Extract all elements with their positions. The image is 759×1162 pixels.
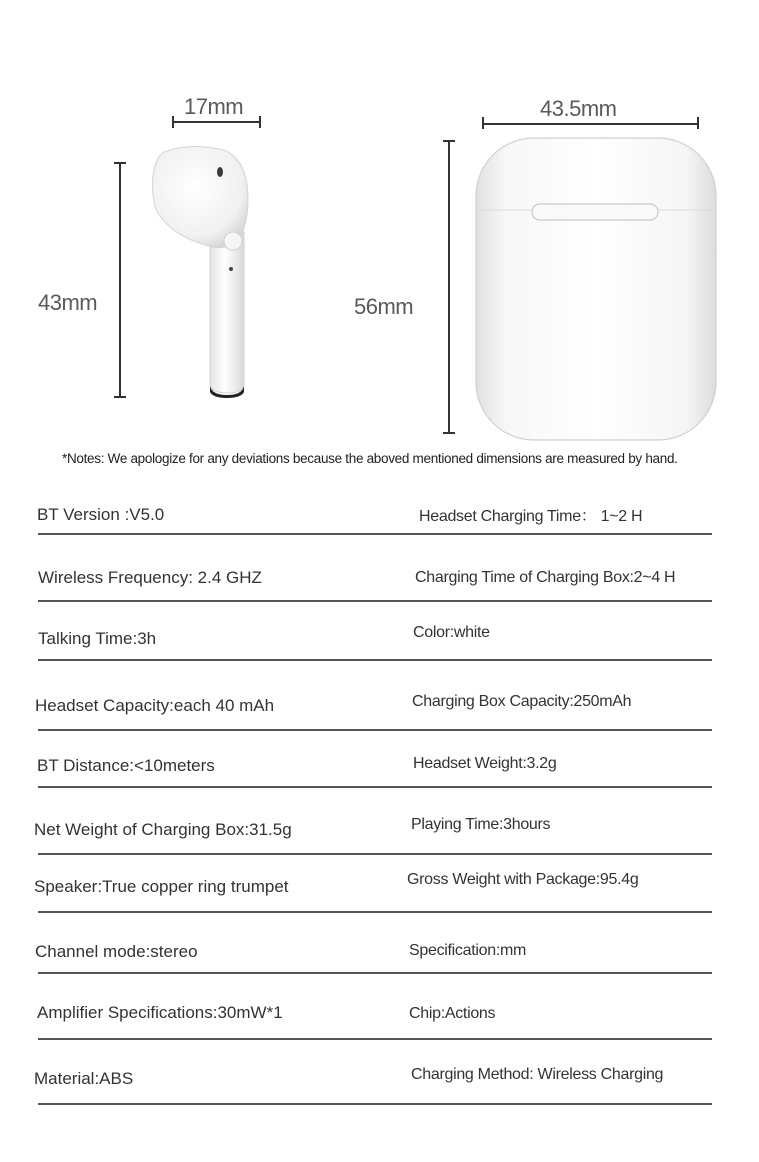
divider-row-4 [38, 729, 712, 731]
case-height-label: 56mm [354, 294, 414, 319]
earbud-width-tick-left [172, 116, 174, 128]
earbud-height-tick-top [114, 162, 126, 164]
spec-gross-weight: Gross Weight with Package:95.4g [407, 871, 639, 888]
spec-amplifier: Amplifier Specifications:30mW*1 [37, 1003, 283, 1022]
spec-headset-capacity: Headset Capacity:each 40 mAh [35, 696, 275, 715]
divider-row-5 [38, 786, 712, 788]
earbud-width-tick-right [259, 116, 261, 128]
spec-headset-weight: Headset Weight:3.2g [413, 755, 557, 772]
spec-headset-charging-time: Headset Charging Time： 1~2 H [419, 508, 643, 525]
case-width-line [482, 123, 699, 125]
divider-row-1 [38, 533, 712, 535]
earbud-width-label: 17mm [184, 94, 244, 119]
spec-charging-method: Charging Method: Wireless Charging [411, 1066, 664, 1083]
spec-speaker: Speaker:True copper ring trumpet [34, 877, 289, 896]
spec-wireless-frequency: Wireless Frequency: 2.4 GHZ [38, 568, 262, 587]
case-height-line [448, 140, 450, 434]
earbud-width-line [172, 121, 261, 123]
spec-box-charging-time: Charging Time of Charging Box:2~4 H [415, 569, 676, 586]
spec-channel-mode: Channel mode:stereo [35, 942, 198, 961]
earbud-height-tick-bottom [114, 396, 126, 398]
case-height-tick-bottom [443, 432, 455, 434]
spec-material: Material:ABS [34, 1069, 134, 1088]
divider-row-10 [38, 1103, 712, 1105]
spec-box-capacity: Charging Box Capacity:250mAh [412, 693, 632, 710]
case-width-tick-left [482, 117, 484, 129]
spec-bt-distance: BT Distance:<10meters [37, 756, 215, 775]
spec-playing-time: Playing Time:3hours [411, 816, 551, 833]
earbud-image [140, 140, 270, 402]
earbud-height-line [119, 162, 121, 398]
case-height-tick-top [443, 140, 455, 142]
spec-specification: Specification:mm [409, 942, 527, 959]
divider-row-2 [38, 600, 712, 602]
spec-box-net-weight: Net Weight of Charging Box:31.5g [34, 820, 292, 839]
case-width-label: 43.5mm [540, 96, 617, 121]
case-width-tick-right [697, 117, 699, 129]
spec-talking-time: Talking Time:3h [38, 629, 157, 648]
divider-row-3 [38, 659, 712, 661]
divider-row-7 [38, 911, 712, 913]
spec-color: Color:white [413, 624, 490, 641]
divider-row-6 [38, 853, 712, 855]
charging-case-image [470, 134, 722, 444]
divider-row-9 [38, 1038, 712, 1040]
divider-row-8 [38, 972, 712, 974]
measurement-note: *Notes: We apologize for any deviations because the aboved mentioned dimensions are measured by hand. [62, 451, 678, 466]
earbud-height-label: 43mm [38, 290, 98, 315]
spec-chip: Chip:Actions [409, 1005, 496, 1022]
spec-bt-version: BT Version :V5.0 [37, 505, 165, 524]
